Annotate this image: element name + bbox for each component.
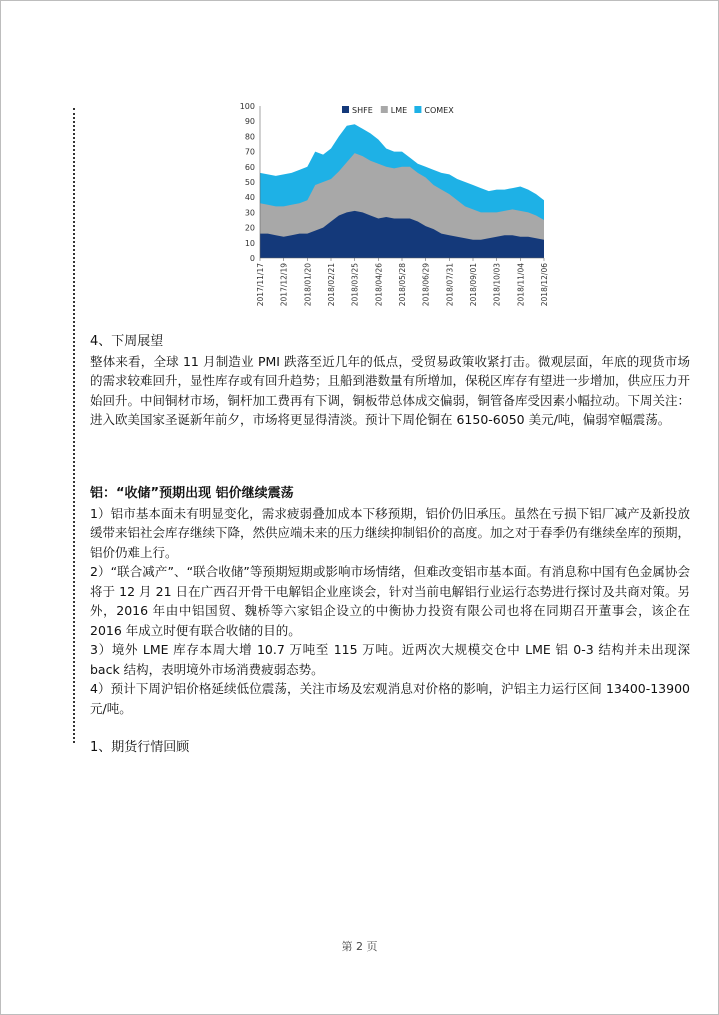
aluminum-section-title: 铝：“收储”预期出现 铝价继续震荡: [90, 486, 294, 501]
x-tick-label: 2018/04/26: [374, 263, 384, 307]
y-tick-label: 100: [239, 102, 255, 111]
x-tick-label: 2018/06/29: [421, 263, 431, 307]
x-tick-label: 2018/09/01: [469, 263, 478, 307]
y-tick-label: 30: [244, 208, 255, 218]
aluminum-point-4: 4）预计下周沪铝价格延续低位震荡，关注市场及宏观消息对价格的影响，沪铝主力运行区间 13400-13900 元/吨。: [90, 681, 690, 716]
x-tick-label: 2018/05/28: [398, 263, 407, 307]
y-tick-label: 70: [244, 147, 255, 157]
x-tick-label: 2018/01/20: [303, 263, 313, 307]
x-tick-label: 2018/10/03: [492, 263, 502, 307]
aluminum-point-1: 1）铝市基本面未有明显变化，需求疲弱叠加成本下移预期，铝价仍旧承压。虽然在亏损下铝厂减产及新投放缓带来铝社会库存继续下降，然供应端未来的压力继续抑制铝价的高度。加之对于春季仍有继续垒库的预期，铝价仍难上行。: [90, 505, 691, 560]
legend-label-lme: LME: [390, 106, 408, 115]
legend-swatch-shfe: [342, 106, 349, 113]
x-tick-label: 2018/02/21: [327, 263, 336, 307]
aluminum-point-3: 3）境外 LME 库存本周大增 10.7 万吨至 115 万吨。近两次大规模交仓中 LME 铝 0-3 结构并未出现深 back 结构，表明境外市场消费疲弱态势。: [90, 642, 690, 677]
y-tick-label: 0: [249, 254, 255, 263]
x-tick-label: 2018/03/25: [350, 263, 360, 307]
y-tick-label: 50: [244, 178, 255, 187]
x-tick-label: 2018/12/06: [540, 263, 549, 307]
copper-inventory-chart: [224, 98, 554, 320]
y-tick-label: 90: [244, 117, 255, 127]
futures-review-heading: 1、期货行情回顾: [90, 740, 190, 755]
y-tick-label: 20: [244, 223, 255, 233]
legend-label-comex: COMEX: [424, 106, 454, 115]
copper-outlook-section: [90, 332, 690, 430]
y-tick-label: 80: [244, 132, 255, 142]
y-tick-label: 10: [244, 238, 255, 248]
legend-swatch-lme: [381, 106, 388, 113]
legend-label-shfe: SHFE: [352, 106, 373, 115]
y-tick-label: 40: [244, 193, 255, 203]
copper-outlook-body: 整体来看，全球 11 月制造业 PMI 跌落至近几年的低点，受贸易政策收紧打击。微观层面，年底的现货市场的需求较难回升，显性库存或有回升趋势；且船到港数量有所增加，保税区库存有望进一步增加，供应压力开始回升。中间铜材市场，铜杆加工费再有下调，铜板带总体成交偏弱，铜管备库受因素小幅拉动。下周关注：进入欧美国家圣诞新年前夕，市场将更显得清淡。预计下周伦铜在 6150-6050 美元/吨，偏弱窄幅震荡。: [90, 353, 691, 427]
margin-dotted-line: [73, 108, 75, 743]
y-tick-label: 60: [244, 162, 255, 172]
x-tick-label: 2018/11/04: [516, 263, 526, 307]
x-tick-label: 2018/07/31: [445, 263, 455, 307]
x-tick-label: 2017/11/17: [256, 263, 265, 307]
aluminum-section: [90, 484, 690, 758]
aluminum-point-2: 2）“联合减产”、“联合收储”等预期短期或影响市场情绪，但难改变铝市基本面。有消息称中国有色金属协会将于 12 月 21 日在广西召开骨干电解铝企业座谈会，针对当前电解铝行业运行态势进行探讨及共商对策。另外，2016 年由中铝国贸、魏桥等六家铝企设立的中衡协力投资有限公司也将在同期召开董事会，该企在 2016 年成立时便有联合收储的目的。: [90, 564, 690, 638]
x-tick-label: 2017/12/19: [279, 263, 289, 307]
legend-swatch-comex: [414, 106, 421, 113]
copper-outlook-heading: 4、下周展望: [90, 334, 164, 349]
page-number: 第 2 页: [341, 940, 378, 953]
